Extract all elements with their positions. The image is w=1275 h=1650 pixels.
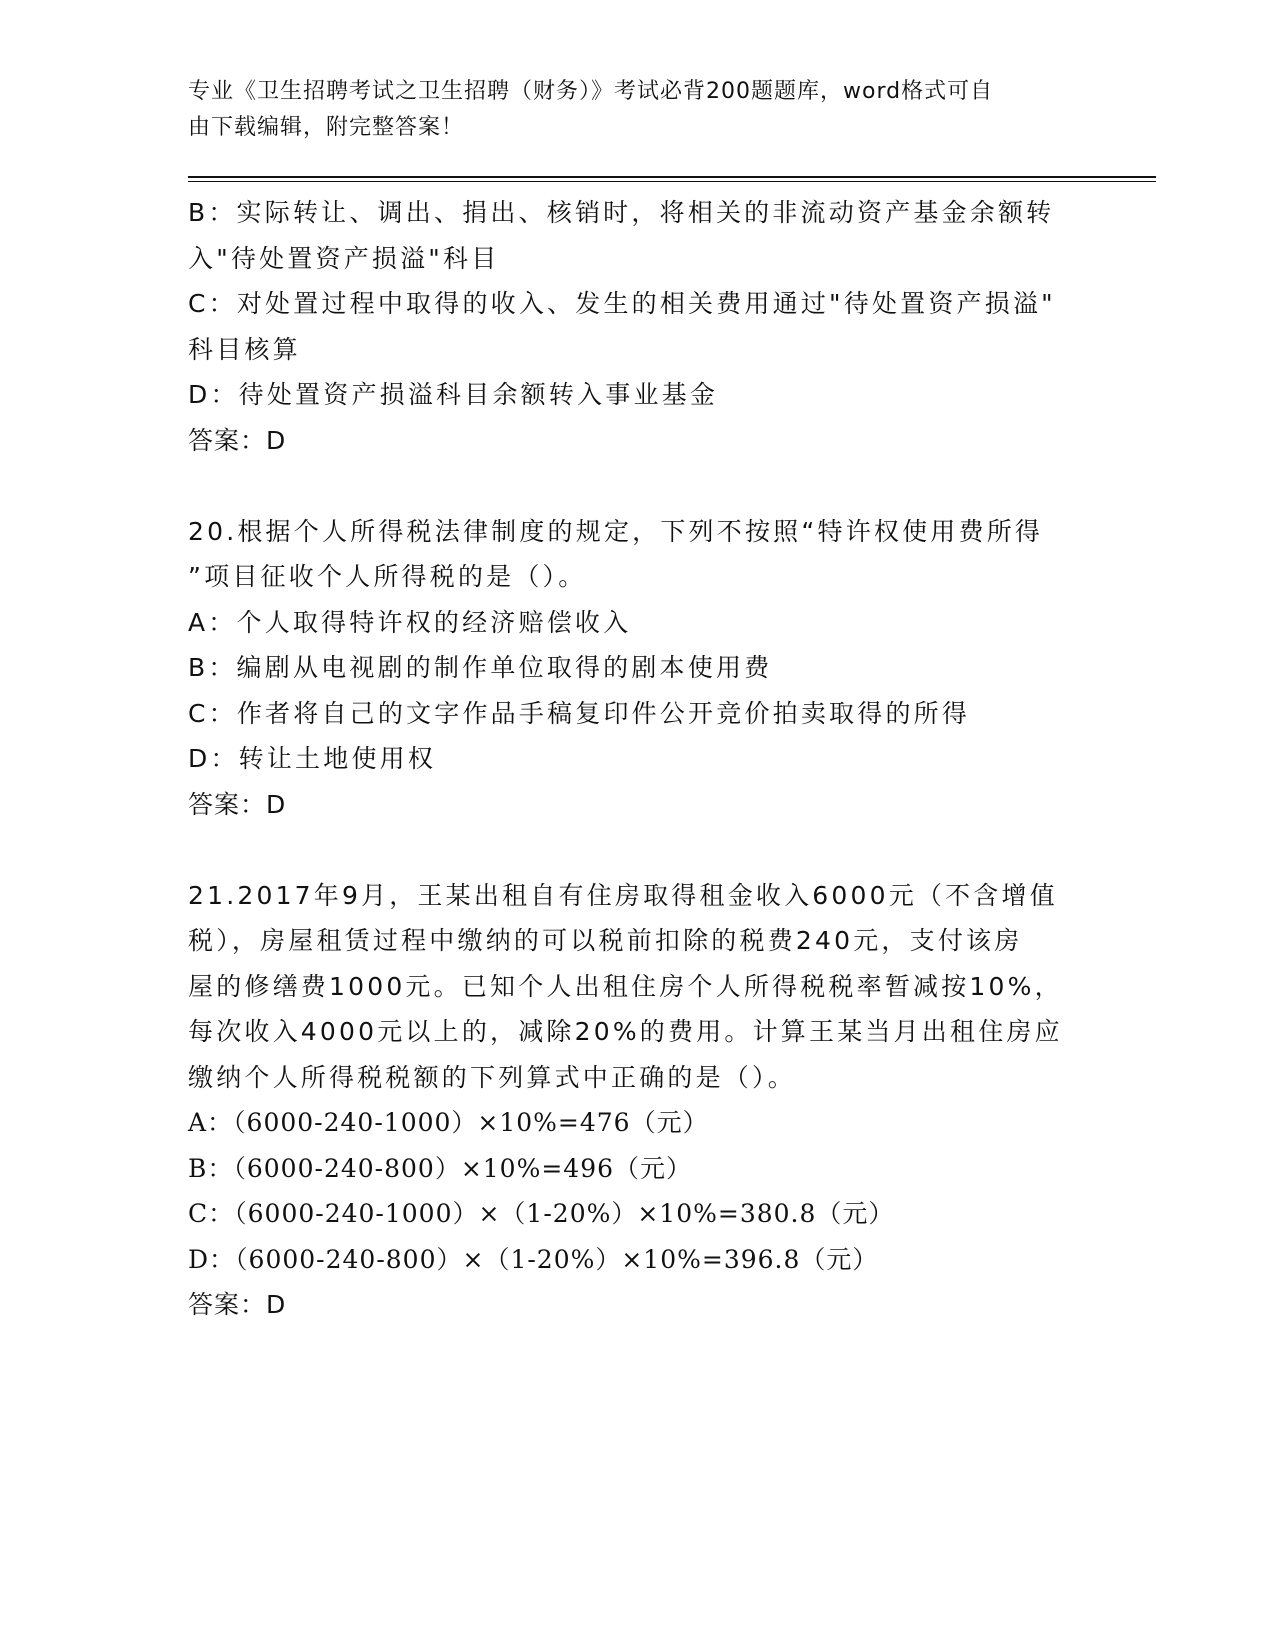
- option-c-line-2: 科目核算: [188, 334, 301, 364]
- option-d: D：待处置资产损溢科目余额转入事业基金: [188, 380, 719, 409]
- option-c-line-1: C：对处置过程中取得的收入、发生的相关费用通过"待处置资产损溢": [188, 289, 1056, 318]
- option-c: C：（6000-240-1000）×（1-20%）×10%=380.8（元）: [188, 1199, 895, 1228]
- option-c: C：作者将自己的文字作品手稿复印件公开竞价拍卖取得的所得: [188, 698, 971, 728]
- header-line-2: 由下载编辑，附完整答案！: [188, 115, 465, 140]
- question-stem-line-3: 屋的修缮费1000元。已知个人出租住房个人所得税税率暂减按10%，: [188, 971, 1063, 1001]
- question-20: [188, 509, 1088, 828]
- question-stem-line-1: 21.2017年9月，王某出租自有住房取得租金收入6000元（不含增值: [188, 880, 1058, 910]
- document-body: [188, 190, 1088, 1373]
- option-b: B：（6000-240-800）×10%=496（元）: [188, 1153, 693, 1183]
- option-a: A：（6000-240-1000）×10%=476（元）: [188, 1108, 709, 1137]
- answer: 答案：D: [188, 789, 287, 819]
- answer: 答案：D: [188, 1290, 287, 1319]
- header-rule-thick: [188, 176, 1156, 178]
- header-line-1: 专业《卫生招聘考试之卫生招聘（财务）》考试必背200题题库，word格式可自: [188, 79, 994, 104]
- question-21: [188, 873, 1088, 1328]
- question-stem-line-2: 税），房屋租赁过程中缴纳的可以税前扣除的税费240元，支付该房: [188, 926, 1023, 955]
- option-b-line-2: 入"待处置资产损溢"科目: [188, 243, 500, 273]
- option-d: D：（6000-240-800）×（1-20%）×10%=396.8（元）: [188, 1244, 879, 1274]
- question-stem-line-2: ”项目征收个人所得税的是（）。: [188, 562, 587, 591]
- question-19-continued: [188, 190, 1088, 463]
- question-stem-line-4: 每次收入4000元以上的，减除20%的费用。计算王某当月出租住房应: [188, 1017, 1063, 1046]
- option-d: D：转让土地使用权: [188, 744, 437, 773]
- answer: 答案：D: [188, 425, 287, 455]
- option-b: B：编剧从电视剧的制作单位取得的剧本使用费: [188, 653, 773, 682]
- option-a: A：个人取得特许权的经济赔偿收入: [188, 607, 632, 637]
- question-stem-line-5: 缴纳个人所得税税额的下列算式中正确的是（）。: [188, 1062, 796, 1092]
- header-rule-thin: [188, 181, 1156, 182]
- document-header: [188, 74, 1088, 146]
- question-stem-line-1: 20.根据个人所得税法律制度的规定，下列不按照“特许权使用费所得: [188, 516, 1044, 546]
- option-b-line-1: B：实际转让、调出、捐出、核销时，将相关的非流动资产基金余额转: [188, 198, 1055, 227]
